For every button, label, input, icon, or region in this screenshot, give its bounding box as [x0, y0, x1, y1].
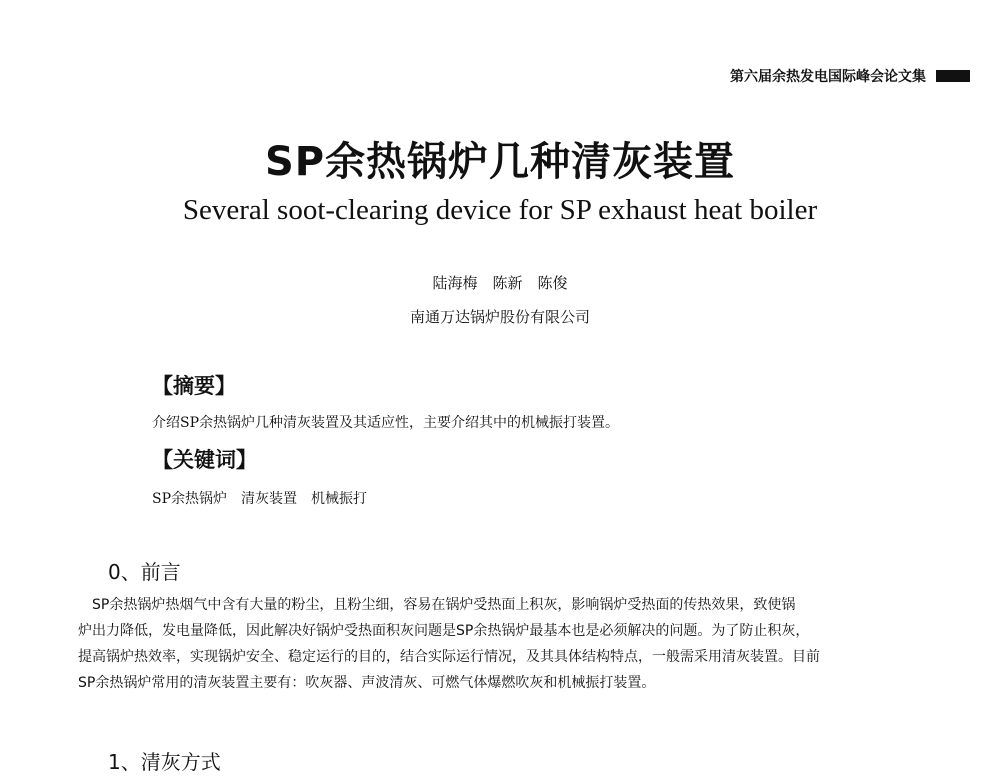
running-header-title: 第六届余热发电国际峰会论文集	[730, 69, 926, 85]
introduction-heading: 0、前言	[108, 560, 181, 584]
author-list: 陆海梅 陈新 陈俊	[432, 274, 568, 292]
introduction-line: 炉出力降低，发电量降低，因此解决好锅炉受热面积灰问题是SP余热锅炉最基本也是必须解决的问题。为了防止积灰，	[78, 623, 810, 639]
introduction-line: 提高锅炉热效率，实现锅炉安全、稳定运行的目的，结合实际运行情况，及其具体结构特点，一般需采用清灰装置。目前	[78, 649, 820, 665]
abstract-text: 介绍SP余热锅炉几种清灰装置及其适应性，主要介绍其中的机械振打装置。	[152, 415, 620, 431]
paper-title-chinese: SP余热锅炉几种清灰装置	[264, 139, 736, 185]
introduction-line: SP余热锅炉热烟气中含有大量的粉尘，且粉尘细，容易在锅炉受热面上积灰，影响锅炉受热面的传热效果，致使锅	[78, 597, 796, 613]
introduction-line: SP余热锅炉常用的清灰装置主要有：吹灰器、声波清灰、可燃气体爆燃吹灰和机械振打装置。	[78, 675, 656, 691]
paper-title-english: Several soot-clearing device for SP exhaust heat boiler	[182, 194, 818, 226]
introduction-body	[78, 592, 920, 696]
abstract-heading: 【摘要】	[152, 374, 236, 398]
next-section-heading-cut-off: 1、清灰方式	[108, 750, 221, 774]
keywords-text: SP余热锅炉 清灰装置 机械振打	[152, 491, 368, 507]
keywords-heading: 【关键词】	[152, 448, 257, 472]
header-bar-decoration	[936, 70, 970, 82]
running-header	[730, 66, 970, 86]
author-affiliation: 南通万达锅炉股份有限公司	[409, 308, 590, 326]
